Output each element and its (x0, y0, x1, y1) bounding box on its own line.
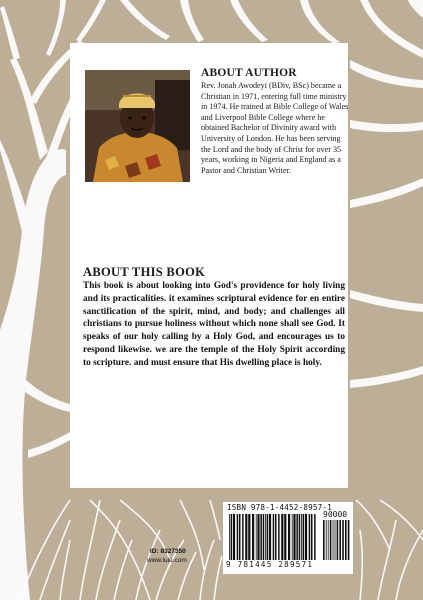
about-book-heading: ABOUT THIS BOOK (83, 265, 206, 279)
barcode-bar (252, 514, 254, 560)
publisher-id: ID: 8327350 (150, 548, 186, 555)
barcode-bar (239, 514, 241, 560)
barcode-bar (248, 514, 250, 560)
barcode-bar (233, 514, 235, 560)
barcode-bar (231, 514, 233, 560)
publisher-url: www.lulu.com (147, 557, 187, 564)
addon-barcode-bar (330, 520, 332, 560)
addon-barcode-bar (333, 520, 334, 560)
barcode-bar (301, 514, 302, 560)
barcode-bar (305, 514, 307, 560)
addon-barcode-bar (328, 520, 329, 560)
addon-barcode-bar (326, 520, 327, 560)
about-author-heading: ABOUT AUTHOR (201, 67, 297, 79)
addon-barcode-bar (335, 520, 336, 560)
barcode-bar (237, 514, 239, 560)
barcode-bar (314, 514, 316, 560)
barcode-bar (278, 514, 280, 560)
barcode-bar (273, 514, 275, 560)
addon-barcode-bar (339, 520, 341, 560)
barcode-bar (256, 514, 257, 560)
book-description: This book is about looking into God's providence for holy living and its practicalities. it examines scriptural evidence for en entire sanctification of the spirit, mind, and body; and challenges all christians to pursue holiness without which none shall see God. It speaks of our holy calling by a Holy God, and encourages us to respond likewise. we are the temple of the Holy Spirit according to scripture. and must ensure that His dwelling place is holy. (83, 281, 345, 368)
addon-barcode-bar (323, 520, 325, 560)
barcode-bar (284, 514, 286, 560)
addon-barcode-bar (337, 520, 339, 560)
author-photo (85, 70, 190, 182)
barcode-bar (275, 514, 277, 560)
barcode-bar (229, 514, 230, 560)
barcode-bar (267, 514, 269, 560)
barcode-bar (265, 514, 266, 560)
addon-barcode-bar (342, 520, 344, 560)
barcode-bar (269, 514, 271, 560)
author-portrait-image (85, 70, 190, 182)
addon-barcode-bar (348, 520, 350, 560)
barcode-bar (309, 514, 311, 560)
barcode-bar (260, 514, 262, 560)
barcode-bar (311, 514, 313, 560)
isbn-label: ISBN 978-1-4452-8957-1 (227, 503, 332, 512)
ean-number: 9 781445 289571 (226, 560, 314, 569)
barcode-bar (292, 514, 293, 560)
barcode-bar (245, 514, 247, 560)
barcode-bar (242, 514, 244, 560)
barcode-addon-number: 90000 (323, 510, 348, 519)
barcode-bar (293, 514, 295, 560)
barcode-bar (299, 514, 301, 560)
barcode-bar (257, 514, 259, 560)
addon-barcode-bar (345, 520, 347, 560)
barcode-bar (263, 514, 265, 560)
author-bio: Rev. Jonah Awodeyi (BDiv, BSc) became a Christian in 1971, entering full time ministry in 1974. He trained at Bible College of Wales and Liverpool Bible College where he obtained Bachelor of Divinity award with University of London. He has been serving the Lord and the body of Christ for over 35 years, working in Nigeria and England as a Pastor and Christian Writer. (201, 81, 349, 175)
barcode-bar (296, 514, 298, 560)
barcode-bar (303, 514, 305, 560)
barcode-bar (281, 514, 283, 560)
barcode-bar (288, 514, 290, 560)
